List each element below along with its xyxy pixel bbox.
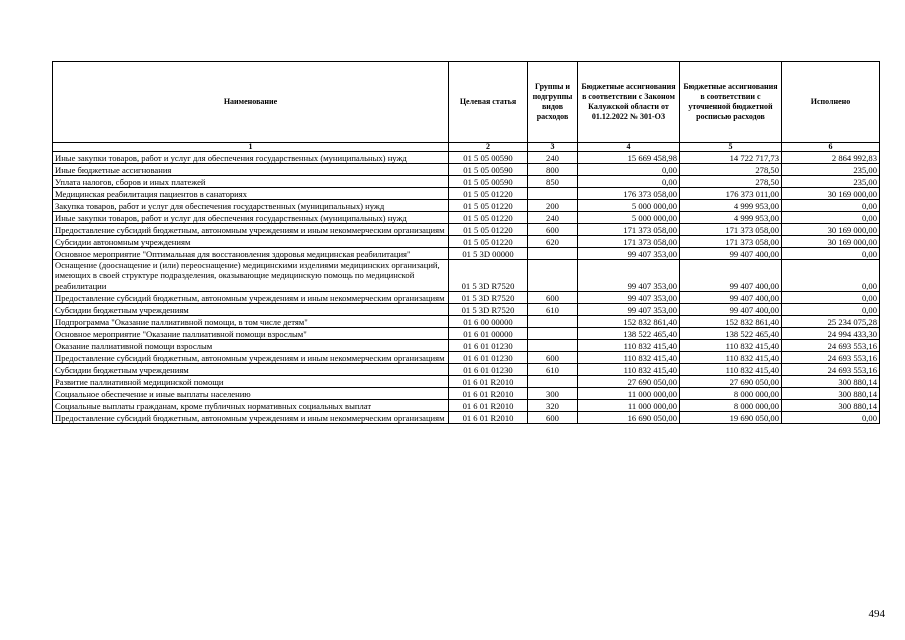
row-name: Предоставление субсидий бюджетным, автономным учреждениям и иным некоммерческим организациям — [53, 224, 449, 236]
row-refined-allocation: 99 407 400,00 — [680, 291, 782, 303]
row-expense-group: 620 — [528, 236, 578, 248]
table-row — [53, 363, 880, 375]
row-expense-group: 240 — [528, 212, 578, 224]
row-executed: 24 994 433,30 — [782, 327, 880, 339]
row-expense-group — [528, 188, 578, 200]
row-law-allocation: 27 690 050,00 — [578, 375, 680, 387]
header-target: Целевая статья — [449, 62, 528, 143]
row-expense-group: 320 — [528, 399, 578, 411]
row-refined-allocation: 171 373 058,00 — [680, 236, 782, 248]
row-law-allocation: 5 000 000,00 — [578, 200, 680, 212]
row-expense-group: 600 — [528, 291, 578, 303]
row-target-article: 01 5 05 00590 — [449, 176, 528, 188]
row-refined-allocation: 14 722 717,73 — [680, 152, 782, 164]
row-expense-group: 800 — [528, 164, 578, 176]
header-executed: Исполнено — [782, 62, 880, 143]
table-row — [53, 291, 880, 303]
row-executed: 24 693 553,16 — [782, 339, 880, 351]
row-name: Оснащение (дооснащение и (или) переоснащение) медицинскими изделиями медицинских организаций, имеющих в своей структуре подразделения, оказывающие медицинскую помощь по медицинской реабилитации — [53, 260, 449, 292]
row-target-article: 01 5 05 00590 — [449, 152, 528, 164]
row-name: Предоставление субсидий бюджетным, автономным учреждениям и иным некоммерческим организациям — [53, 291, 449, 303]
row-law-allocation: 99 407 353,00 — [578, 303, 680, 315]
column-number: 2 — [449, 143, 528, 152]
row-refined-allocation: 110 832 415,40 — [680, 363, 782, 375]
budget-table — [52, 61, 880, 424]
row-executed: 24 693 553,16 — [782, 363, 880, 375]
column-number: 4 — [578, 143, 680, 152]
table-row — [53, 303, 880, 315]
row-law-allocation: 99 407 353,00 — [578, 291, 680, 303]
row-executed: 24 693 553,16 — [782, 351, 880, 363]
row-target-article: 01 5 3D 00000 — [449, 248, 528, 260]
row-expense-group — [528, 248, 578, 260]
row-name: Иные закупки товаров, работ и услуг для обеспечения государственных (муниципальных) нужд — [53, 212, 449, 224]
page-number: 494 — [868, 608, 885, 620]
table-row — [53, 152, 880, 164]
row-name: Субсидии бюджетным учреждениям — [53, 303, 449, 315]
row-refined-allocation: 8 000 000,00 — [680, 387, 782, 399]
row-expense-group: 600 — [528, 351, 578, 363]
row-expense-group: 610 — [528, 303, 578, 315]
row-executed: 0,00 — [782, 303, 880, 315]
row-executed: 235,00 — [782, 164, 880, 176]
header-name: Наименование — [53, 62, 449, 143]
row-expense-group — [528, 339, 578, 351]
row-law-allocation: 176 373 058,00 — [578, 188, 680, 200]
row-law-allocation: 99 407 353,00 — [578, 248, 680, 260]
table-row — [53, 188, 880, 200]
row-law-allocation: 11 000 000,00 — [578, 387, 680, 399]
row-expense-group: 240 — [528, 152, 578, 164]
row-target-article: 01 6 01 R2010 — [449, 387, 528, 399]
row-target-article: 01 6 01 01230 — [449, 339, 528, 351]
table-row — [53, 224, 880, 236]
row-target-article: 01 5 3D R7520 — [449, 291, 528, 303]
row-name: Предоставление субсидий бюджетным, автономным учреждениям и иным некоммерческим организациям — [53, 411, 449, 423]
table-body — [53, 152, 880, 424]
row-law-allocation: 171 373 058,00 — [578, 236, 680, 248]
row-target-article: 01 5 05 01220 — [449, 236, 528, 248]
row-name: Социальные выплаты гражданам, кроме публичных нормативных социальных выплат — [53, 399, 449, 411]
table-row — [53, 200, 880, 212]
table-row — [53, 399, 880, 411]
column-number: 5 — [680, 143, 782, 152]
row-executed: 235,00 — [782, 176, 880, 188]
row-law-allocation: 0,00 — [578, 176, 680, 188]
row-executed: 25 234 075,28 — [782, 315, 880, 327]
row-name: Основное мероприятие "Оптимальная для восстановления здоровья медицинская реабилитация" — [53, 248, 449, 260]
row-executed: 0,00 — [782, 411, 880, 423]
row-expense-group: 600 — [528, 411, 578, 423]
row-target-article: 01 5 3D R7520 — [449, 303, 528, 315]
row-law-allocation: 16 690 050,00 — [578, 411, 680, 423]
row-name: Социальное обеспечение и иные выплаты населению — [53, 387, 449, 399]
row-executed: 300 880,14 — [782, 375, 880, 387]
row-target-article: 01 5 05 00590 — [449, 164, 528, 176]
row-name: Субсидии бюджетным учреждениям — [53, 363, 449, 375]
row-expense-group: 300 — [528, 387, 578, 399]
row-law-allocation: 99 407 353,00 — [578, 260, 680, 292]
row-refined-allocation: 4 999 953,00 — [680, 200, 782, 212]
row-name: Подпрограмма "Оказание паллиативной помощи, в том числе детям" — [53, 315, 449, 327]
row-law-allocation: 11 000 000,00 — [578, 399, 680, 411]
table-row — [53, 236, 880, 248]
row-target-article: 01 6 01 00000 — [449, 327, 528, 339]
row-name: Развитие паллиативной медицинской помощи — [53, 375, 449, 387]
row-expense-group — [528, 375, 578, 387]
row-refined-allocation: 27 690 050,00 — [680, 375, 782, 387]
row-expense-group: 200 — [528, 200, 578, 212]
row-law-allocation: 15 669 458,98 — [578, 152, 680, 164]
table-row — [53, 339, 880, 351]
row-refined-allocation: 99 407 400,00 — [680, 260, 782, 292]
row-target-article: 01 5 05 01220 — [449, 224, 528, 236]
row-name: Медицинская реабилитация пациентов в санаториях — [53, 188, 449, 200]
row-executed: 0,00 — [782, 291, 880, 303]
column-number: 1 — [53, 143, 449, 152]
table-row — [53, 164, 880, 176]
row-refined-allocation: 176 373 011,00 — [680, 188, 782, 200]
row-expense-group: 850 — [528, 176, 578, 188]
row-name: Уплата налогов, сборов и иных платежей — [53, 176, 449, 188]
row-target-article: 01 5 3D R7520 — [449, 260, 528, 292]
row-name: Предоставление субсидий бюджетным, автономным учреждениям и иным некоммерческим организациям — [53, 351, 449, 363]
header-refined: Бюджетные ассигнования в соответствии с уточненной бюджетной росписью расходов — [680, 62, 782, 143]
column-numbers-row — [53, 143, 880, 152]
row-law-allocation: 110 832 415,40 — [578, 339, 680, 351]
row-executed: 0,00 — [782, 248, 880, 260]
row-refined-allocation: 110 832 415,40 — [680, 339, 782, 351]
row-name: Иные закупки товаров, работ и услуг для обеспечения государственных (муниципальных) нужд — [53, 152, 449, 164]
table-row — [53, 212, 880, 224]
row-law-allocation: 171 373 058,00 — [578, 224, 680, 236]
row-executed: 300 880,14 — [782, 387, 880, 399]
row-target-article: 01 5 05 01220 — [449, 212, 528, 224]
row-target-article: 01 5 05 01220 — [449, 200, 528, 212]
row-name: Основное мероприятие "Оказание паллиативной помощи взрослым" — [53, 327, 449, 339]
header-group: Группы и подгруппы видов расходов — [528, 62, 578, 143]
row-refined-allocation: 171 373 058,00 — [680, 224, 782, 236]
row-law-allocation: 0,00 — [578, 164, 680, 176]
row-refined-allocation: 19 690 050,00 — [680, 411, 782, 423]
row-target-article: 01 6 00 00000 — [449, 315, 528, 327]
row-executed: 0,00 — [782, 200, 880, 212]
row-name: Иные бюджетные ассигнования — [53, 164, 449, 176]
row-target-article: 01 6 01 R2010 — [449, 411, 528, 423]
row-expense-group — [528, 327, 578, 339]
row-target-article: 01 6 01 01230 — [449, 351, 528, 363]
row-executed: 0,00 — [782, 212, 880, 224]
row-law-allocation: 110 832 415,40 — [578, 351, 680, 363]
row-target-article: 01 6 01 R2010 — [449, 399, 528, 411]
row-executed: 0,00 — [782, 260, 880, 292]
row-refined-allocation: 99 407 400,00 — [680, 248, 782, 260]
row-expense-group — [528, 260, 578, 292]
header-law: Бюджетные ассигнования в соответствии с Законом Калужской области от 01.12.2022 № 301-ОЗ — [578, 62, 680, 143]
table-row — [53, 351, 880, 363]
row-refined-allocation: 110 832 415,40 — [680, 351, 782, 363]
row-refined-allocation: 152 832 861,40 — [680, 315, 782, 327]
column-number: 6 — [782, 143, 880, 152]
row-law-allocation: 152 832 861,40 — [578, 315, 680, 327]
row-refined-allocation: 278,50 — [680, 176, 782, 188]
row-refined-allocation: 4 999 953,00 — [680, 212, 782, 224]
row-expense-group: 600 — [528, 224, 578, 236]
row-expense-group: 610 — [528, 363, 578, 375]
row-executed: 30 169 000,00 — [782, 236, 880, 248]
row-name: Оказание паллиативной помощи взрослым — [53, 339, 449, 351]
row-refined-allocation: 99 407 400,00 — [680, 303, 782, 315]
row-executed: 2 864 992,83 — [782, 152, 880, 164]
table-row — [53, 176, 880, 188]
row-executed: 30 169 000,00 — [782, 224, 880, 236]
table-row — [53, 387, 880, 399]
table-row — [53, 315, 880, 327]
row-expense-group — [528, 315, 578, 327]
row-target-article: 01 6 01 01230 — [449, 363, 528, 375]
row-law-allocation: 110 832 415,40 — [578, 363, 680, 375]
table-row — [53, 375, 880, 387]
row-law-allocation: 138 522 465,40 — [578, 327, 680, 339]
table-row — [53, 327, 880, 339]
row-law-allocation: 5 000 000,00 — [578, 212, 680, 224]
row-name: Закупка товаров, работ и услуг для обеспечения государственных (муниципальных) нужд — [53, 200, 449, 212]
row-target-article: 01 5 05 01220 — [449, 188, 528, 200]
table-header — [53, 62, 880, 152]
row-refined-allocation: 138 522 465,40 — [680, 327, 782, 339]
row-refined-allocation: 8 000 000,00 — [680, 399, 782, 411]
row-refined-allocation: 278,50 — [680, 164, 782, 176]
column-number: 3 — [528, 143, 578, 152]
table-row — [53, 260, 880, 292]
row-target-article: 01 6 01 R2010 — [449, 375, 528, 387]
table-row — [53, 248, 880, 260]
row-executed: 30 169 000,00 — [782, 188, 880, 200]
table-row — [53, 411, 880, 423]
row-name: Субсидии автономным учреждениям — [53, 236, 449, 248]
row-executed: 300 880,14 — [782, 399, 880, 411]
